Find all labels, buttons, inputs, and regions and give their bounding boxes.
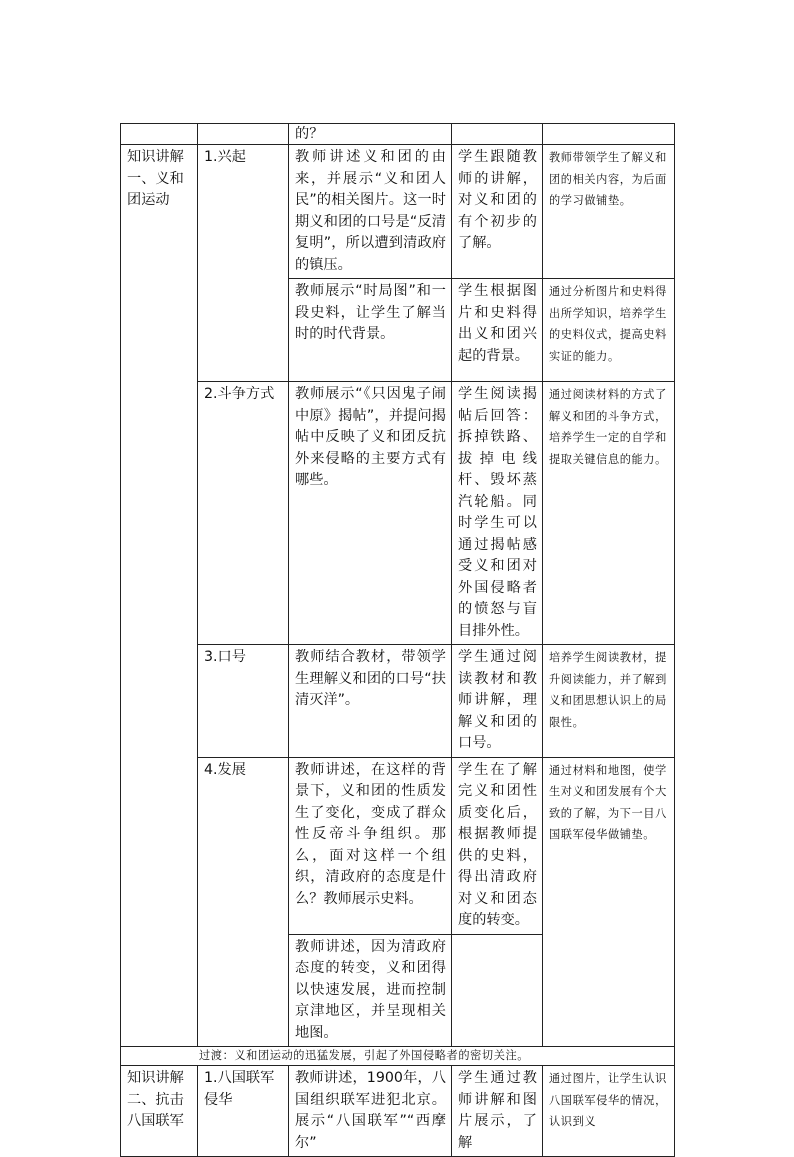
topic-cell: 2.斗争方式 (198, 382, 289, 645)
continuation-row (121, 124, 675, 145)
student-activity-cell: 学生跟随教师的讲解，对义和团的有个初步的了解。 (452, 145, 543, 279)
student-activity-cell: 学生通过阅读教材和教师讲解，理解义和团的口号。 (452, 645, 543, 758)
design-intent-cell: 通过图片，让学生认识八国联军侵华的情况，认识到义 (543, 1066, 675, 1157)
topic-cell: 3.口号 (198, 645, 289, 758)
empty-cell (198, 124, 289, 145)
teacher-activity-cell: 教师讲述，在这样的背景下，义和团的性质发生了变化，变成了群众性反帝斗争组织。那么，面对这样一个组织，清政府的态度是什么？教师展示史料。 (289, 757, 452, 934)
table-row (121, 645, 675, 758)
stage-cell: 知识讲解一、义和团运动 (121, 145, 198, 1047)
empty-cell (452, 934, 543, 1047)
design-intent-cell: 教师带领学生了解义和团的相关内容，为后面的学习做铺垫。 (543, 145, 675, 279)
topic-cell: 4.发展 (198, 757, 289, 1047)
lesson-plan-table (120, 123, 675, 1157)
student-activity-cell: 学生根据图片和史料得出义和团兴起的背景。 (452, 279, 543, 382)
table-row (121, 1066, 675, 1157)
design-intent-cell: 通过材料和地图，使学生对义和团发展有个大致的了解，为下一目八国联军侵华做铺垫。 (543, 757, 675, 1047)
empty-cell (452, 124, 543, 145)
teacher-activity-cell: 的？ (289, 124, 452, 145)
table-row (121, 757, 675, 934)
student-activity-cell: 学生通过教师讲解和图片展示，了解 (452, 1066, 543, 1157)
design-intent-cell: 培养学生阅读教材，提升阅读能力，并了解到义和团思想认识上的局限性。 (543, 645, 675, 758)
teacher-activity-cell: 教师结合教材，带领学生理解义和团的口号“扶清灭洋”。 (289, 645, 452, 758)
design-intent-cell: 通过阅读材料的方式了解义和团的斗争方式，培养学生一定的自学和提取关键信息的能力。 (543, 382, 675, 645)
table-row (121, 382, 675, 645)
empty-cell (543, 124, 675, 145)
stage-cell: 知识讲解二、抗击八国联军 (121, 1066, 198, 1157)
empty-cell (121, 124, 198, 145)
teacher-activity-cell: 教师讲述，1900年，八国组织联军进犯北京。展示“八国联军”“西摩尔” (289, 1066, 452, 1157)
design-intent-cell: 通过分析图片和史料得出所学知识，培养学生的史料仪式，提高史料实证的能力。 (543, 279, 675, 382)
topic-cell: 1.八国联军侵华 (198, 1066, 289, 1157)
teacher-activity-cell: 教师展示“时局图”和一段史料，让学生了解当时的时代背景。 (289, 279, 452, 382)
table-row (121, 145, 675, 279)
transition-text: 过渡：义和团运动的迅猛发展，引起了外国侵略者的密切关注。 (121, 1047, 675, 1066)
student-activity-cell: 学生阅读揭帖后回答：拆掉铁路、拔掉电线杆、毁坏蒸汽轮船。同时学生可以通过揭帖感受义和团对外国侵略者的愤怒与盲目排外性。 (452, 382, 543, 645)
teacher-activity-cell: 教师展示“《只因鬼子闹中原》揭帖”，并提问揭帖中反映了义和团反抗外来侵略的主要方式有哪些。 (289, 382, 452, 645)
student-activity-cell: 学生在了解完义和团性质变化后，根据教师提供的史料，得出清政府对义和团态度的转变。 (452, 757, 543, 934)
topic-cell: 1.兴起 (198, 145, 289, 382)
teacher-activity-cell: 教师讲述，因为清政府态度的转变，义和团得以快速发展，进而控制京津地区，并呈现相关地图。 (289, 934, 452, 1047)
teacher-activity-cell: 教师讲述义和团的由来，并展示“义和团人民”的相关图片。这一时期义和团的口号是“反清复明”，所以遭到清政府的镇压。 (289, 145, 452, 279)
transition-row (121, 1047, 675, 1066)
